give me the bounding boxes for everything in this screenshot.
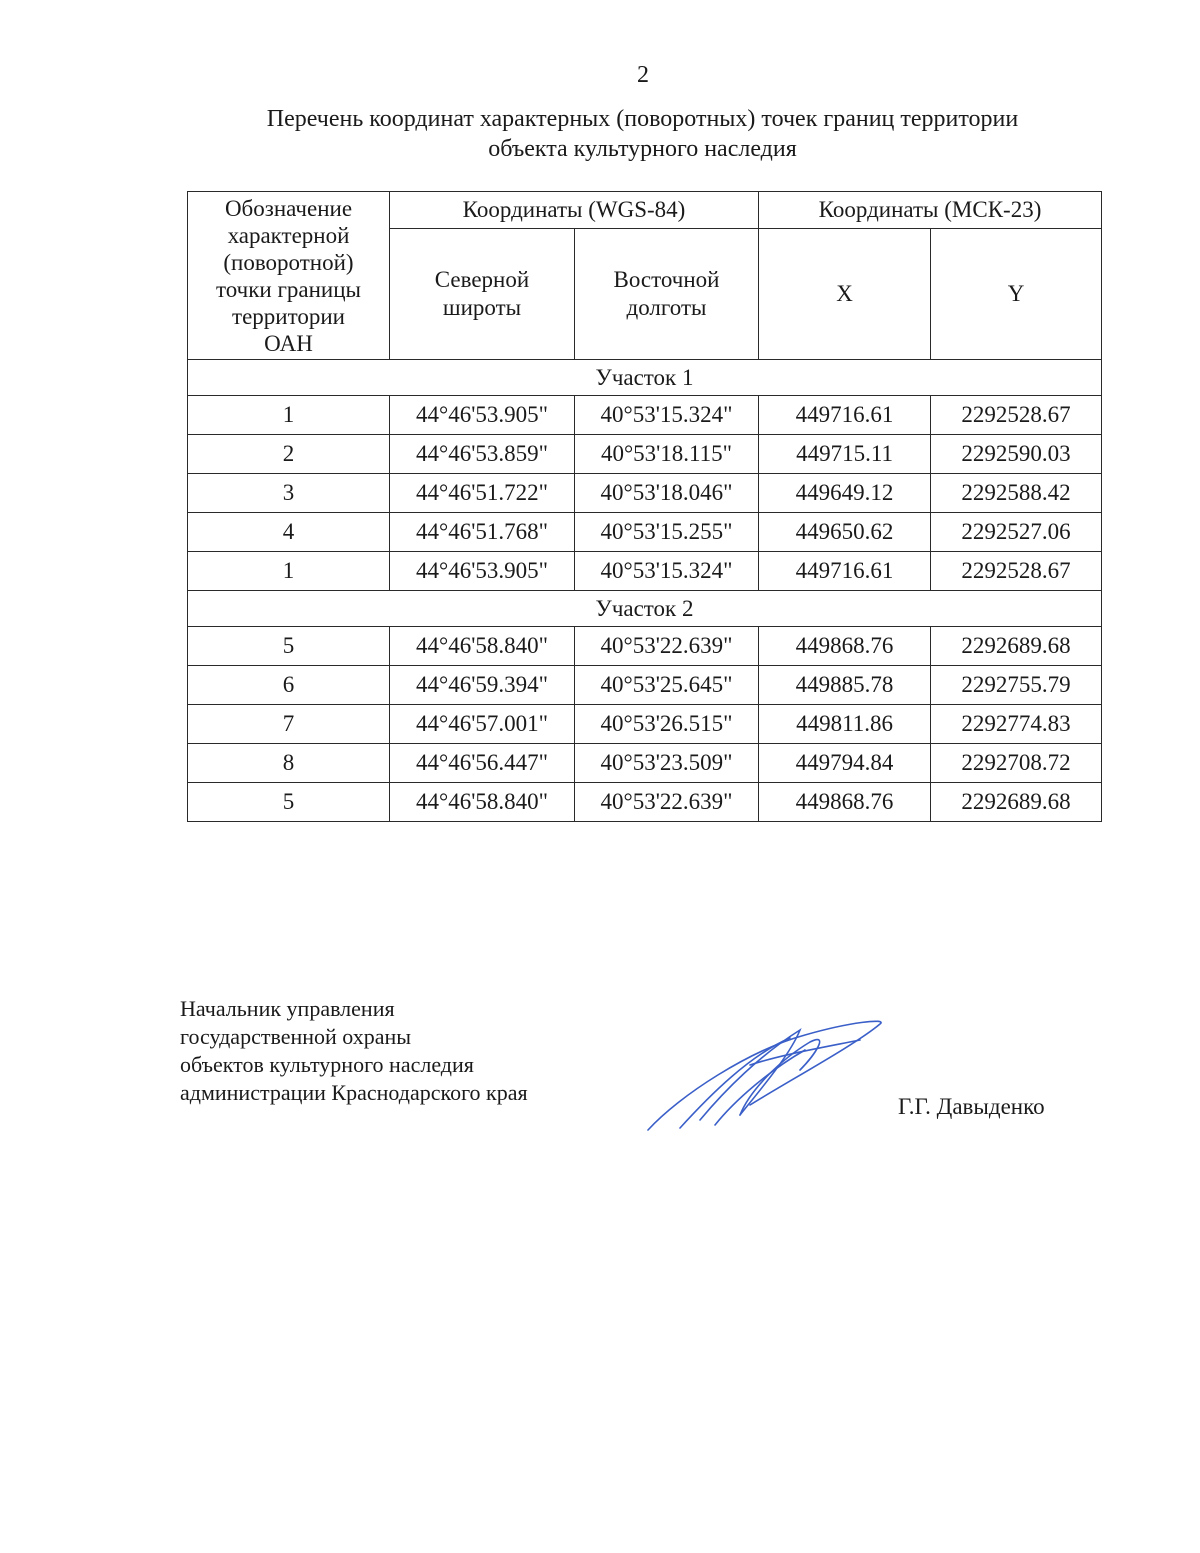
cell-longitude: 40°53'26.515" bbox=[575, 705, 759, 744]
document-title bbox=[200, 104, 1085, 164]
cell-point: 5 bbox=[188, 627, 390, 666]
cell-y: 2292588.42 bbox=[931, 474, 1102, 513]
cell-y: 2292708.72 bbox=[931, 744, 1102, 783]
signature-stroke bbox=[750, 1040, 860, 1065]
cell-latitude: 44°46'57.001" bbox=[390, 705, 575, 744]
header-designation-line: Обозначение bbox=[224, 195, 353, 221]
header-east-longitude bbox=[575, 229, 759, 360]
cell-x: 449868.76 bbox=[759, 783, 931, 822]
document-title-line-1: Перечень координат характерных (поворотных) точек границ территории bbox=[266, 106, 1019, 132]
header-north-latitude-line: широты bbox=[442, 295, 522, 320]
signatory-name: Г.Г. Давыденко bbox=[898, 1094, 1045, 1119]
cell-longitude: 40°53'18.115" bbox=[575, 435, 759, 474]
header-designation-line: ОАН bbox=[264, 330, 313, 356]
cell-point: 5 bbox=[188, 783, 390, 822]
cell-point: 6 bbox=[188, 666, 390, 705]
table-row bbox=[188, 705, 1102, 744]
cell-longitude: 40°53'15.324" bbox=[575, 552, 759, 591]
coordinates-table bbox=[187, 191, 1102, 822]
cell-latitude: 44°46'51.722" bbox=[390, 474, 575, 513]
table-row bbox=[188, 666, 1102, 705]
cell-y: 2292689.68 bbox=[931, 783, 1102, 822]
cell-y: 2292774.83 bbox=[931, 705, 1102, 744]
document-title-line-2: объекта культурного наследия bbox=[488, 136, 797, 162]
cell-point: 2 bbox=[188, 435, 390, 474]
table-row bbox=[188, 627, 1102, 666]
cell-x: 449885.78 bbox=[759, 666, 931, 705]
signatory-position-line: Начальник управления bbox=[180, 996, 395, 1021]
handwritten-signature bbox=[640, 1010, 890, 1140]
header-north-latitude bbox=[390, 229, 575, 360]
table-row bbox=[188, 744, 1102, 783]
cell-x: 449649.12 bbox=[759, 474, 931, 513]
table-row bbox=[188, 435, 1102, 474]
signatory-position-line: государственной охраны bbox=[180, 1024, 412, 1049]
cell-x: 449650.62 bbox=[759, 513, 931, 552]
cell-x: 449868.76 bbox=[759, 627, 931, 666]
header-y: Y bbox=[931, 229, 1102, 360]
page-number: 2 bbox=[637, 62, 649, 88]
cell-longitude: 40°53'18.046" bbox=[575, 474, 759, 513]
cell-x: 449716.61 bbox=[759, 396, 931, 435]
cell-longitude: 40°53'22.639" bbox=[575, 627, 759, 666]
cell-longitude: 40°53'23.509" bbox=[575, 744, 759, 783]
cell-longitude: 40°53'22.639" bbox=[575, 783, 759, 822]
table-row bbox=[188, 513, 1102, 552]
header-wgs84: Координаты (WGS-84) bbox=[390, 192, 759, 229]
cell-x: 449811.86 bbox=[759, 705, 931, 744]
signatory-position-line: объектов культурного наследия bbox=[180, 1052, 474, 1077]
cell-latitude: 44°46'53.859" bbox=[390, 435, 575, 474]
header-designation-line: точки границы bbox=[216, 276, 361, 302]
cell-point: 8 bbox=[188, 744, 390, 783]
table-row bbox=[188, 396, 1102, 435]
table-body bbox=[188, 360, 1102, 822]
signature-stroke bbox=[700, 1030, 800, 1120]
cell-y: 2292590.03 bbox=[931, 435, 1102, 474]
cell-y: 2292755.79 bbox=[931, 666, 1102, 705]
header-point-designation bbox=[188, 192, 390, 360]
header-msk23: Координаты (МСК-23) bbox=[759, 192, 1102, 229]
cell-point: 1 bbox=[188, 396, 390, 435]
cell-longitude: 40°53'15.324" bbox=[575, 396, 759, 435]
cell-latitude: 44°46'58.840" bbox=[390, 627, 575, 666]
cell-latitude: 44°46'53.905" bbox=[390, 396, 575, 435]
table-row bbox=[188, 783, 1102, 822]
table-row bbox=[188, 552, 1102, 591]
cell-x: 449794.84 bbox=[759, 744, 931, 783]
cell-x: 449715.11 bbox=[759, 435, 931, 474]
cell-point: 3 bbox=[188, 474, 390, 513]
cell-longitude: 40°53'25.645" bbox=[575, 666, 759, 705]
cell-latitude: 44°46'51.768" bbox=[390, 513, 575, 552]
header-designation-line: (поворотной) bbox=[223, 249, 354, 275]
section-title: Участок 2 bbox=[188, 591, 1102, 627]
cell-x: 449716.61 bbox=[759, 552, 931, 591]
cell-latitude: 44°46'58.840" bbox=[390, 783, 575, 822]
signatory-position-line: администрации Краснодарского края bbox=[180, 1080, 528, 1105]
header-east-longitude-line: долготы bbox=[626, 295, 707, 320]
cell-y: 2292528.67 bbox=[931, 552, 1102, 591]
cell-latitude: 44°46'56.447" bbox=[390, 744, 575, 783]
cell-y: 2292527.06 bbox=[931, 513, 1102, 552]
cell-y: 2292689.68 bbox=[931, 627, 1102, 666]
header-designation-line: характерной bbox=[227, 222, 350, 248]
header-east-longitude-line: Восточной bbox=[613, 267, 720, 292]
cell-point: 4 bbox=[188, 513, 390, 552]
section-row bbox=[188, 591, 1102, 627]
header-designation-line: территории bbox=[232, 303, 345, 329]
cell-point: 7 bbox=[188, 705, 390, 744]
section-row bbox=[188, 360, 1102, 396]
cell-latitude: 44°46'53.905" bbox=[390, 552, 575, 591]
cell-longitude: 40°53'15.255" bbox=[575, 513, 759, 552]
section-title: Участок 1 bbox=[188, 360, 1102, 396]
header-x: X bbox=[759, 229, 931, 360]
table-row bbox=[188, 474, 1102, 513]
header-north-latitude-line: Северной bbox=[434, 267, 530, 292]
signature-stroke bbox=[648, 1021, 881, 1130]
cell-y: 2292528.67 bbox=[931, 396, 1102, 435]
cell-latitude: 44°46'59.394" bbox=[390, 666, 575, 705]
cell-point: 1 bbox=[188, 552, 390, 591]
signatory-position bbox=[180, 995, 528, 1107]
